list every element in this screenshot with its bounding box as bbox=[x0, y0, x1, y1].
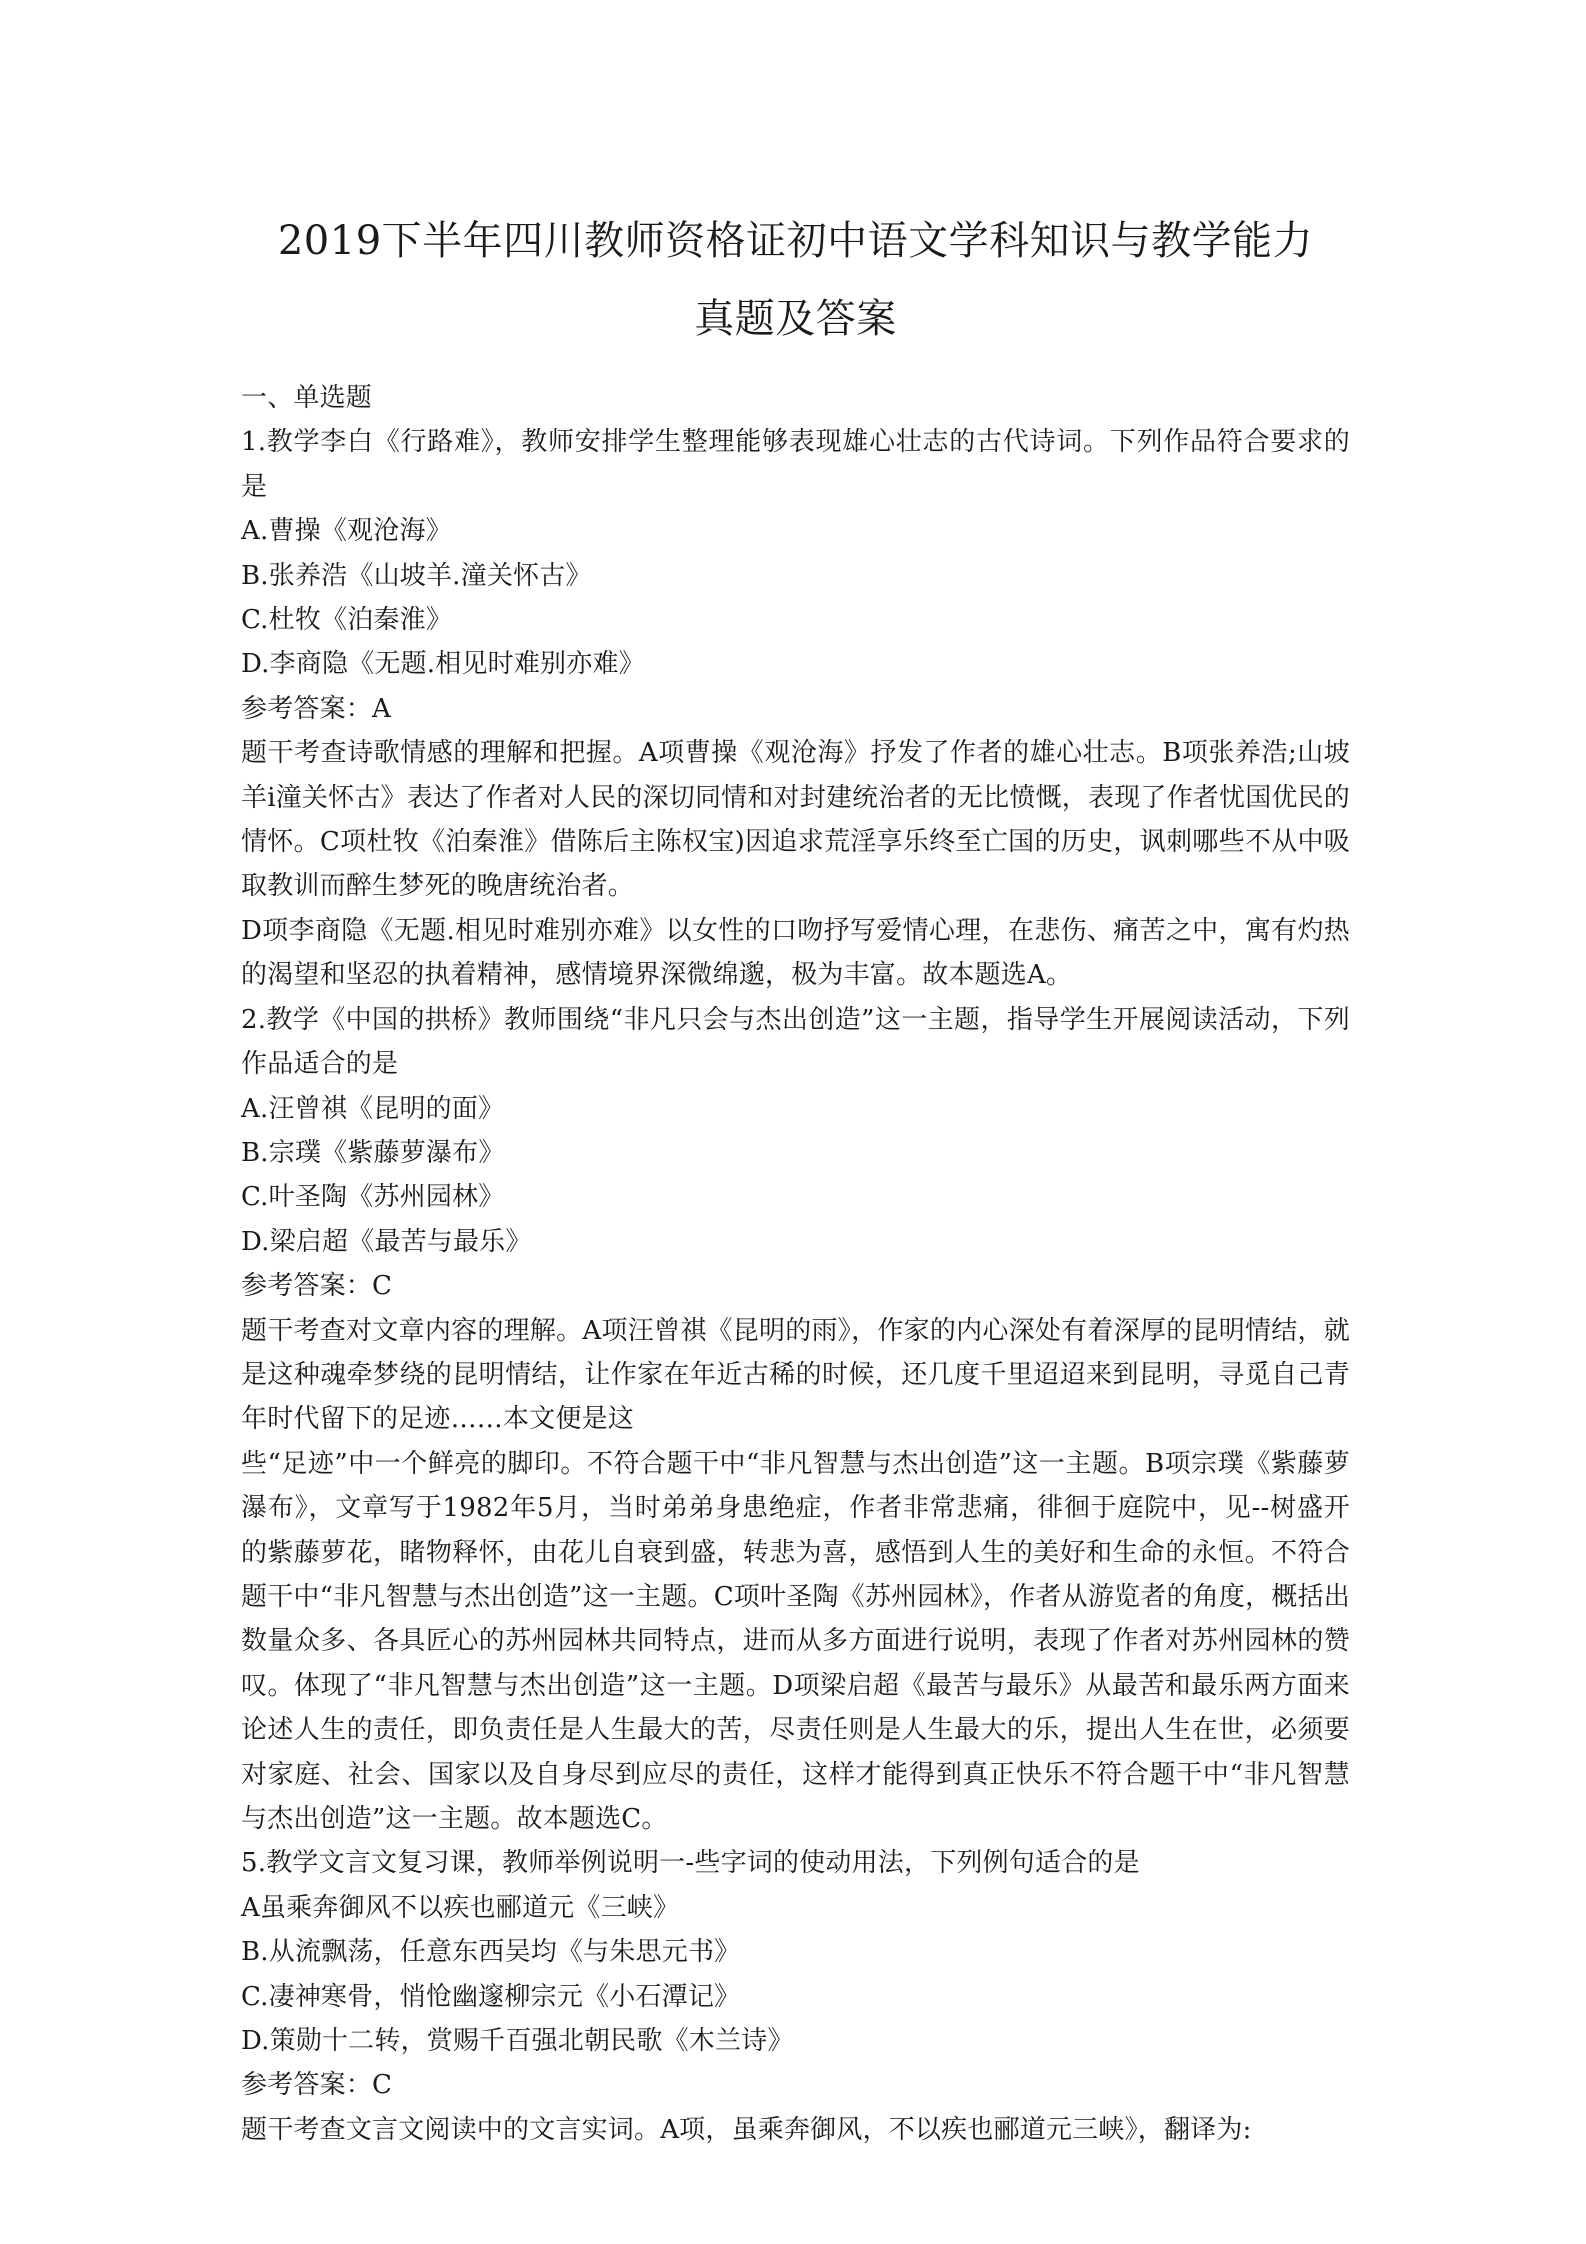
question-2-option-a: A.汪曾祺《昆明的面》 bbox=[241, 1093, 505, 1124]
question-2-explanation-1: 题干考查对文章内容的理解。A项汪曾祺《昆明的雨》，作家的内心深处有着深厚的昆明情结，就是这种魂牵梦绕的昆明情结，让作家在年近古稀的时候，还几度千里迢迢来到昆明，寻觅自己青年时代留下的足迹……本文便是这 bbox=[241, 1315, 1350, 1435]
question-2-option-c: C.叶圣陶《苏州园林》 bbox=[241, 1182, 505, 1213]
question-2-stem: 2.教学《中国的拱桥》教师围绕“非凡只会与杰出创造”这一主题，指导学生开展阅读活动，下列作品适合的是 bbox=[241, 1004, 1350, 1080]
question-5-stem: 5.教学文言文复习课，教师举例说明一-些字词的使动用法，下列例句适合的是 bbox=[241, 1848, 1140, 1879]
title-line-1: 2019下半年四川教师资格证初中语文学科知识与教学能力 bbox=[277, 218, 1314, 264]
question-5-explanation-1: 题干考查文言文阅读中的文言实词。A项，虽乘奔御风，不以疾也郦道元三峡》，翻译为: bbox=[241, 2114, 1252, 2145]
question-5-option-a: A虽乘奔御风不以疾也郦道元《三峡》 bbox=[241, 1892, 680, 1923]
question-5-option-b: B.从流飘荡，任意东西吴均《与朱思元书》 bbox=[241, 1937, 741, 1968]
document-title bbox=[241, 202, 1350, 358]
question-5-answer: 参考答案：C bbox=[241, 2070, 393, 2101]
question-5-option-d: D.策勋十二转，赏赐千百强北朝民歌《木兰诗》 bbox=[241, 2026, 794, 2057]
section-heading: 一、单选题 bbox=[241, 383, 373, 413]
question-2-option-d: D.梁启超《最苦与最乐》 bbox=[241, 1226, 532, 1257]
question-1-explanation-2: D项李商隐《无题.相见时难别亦难》以女性的口吻抒写爱情心理，在悲伤、痛苦之中，寓有灼热的渴望和坚忍的执着精神，感情境界深微绵邈，极为丰富。故本题选A。 bbox=[241, 915, 1350, 991]
question-1-explanation-1: 题干考查诗歌情感的理解和把握。A项曹操《观沧海》抒发了作者的雄心壮志。B项张养浩;山坡羊i潼关怀古》表达了作者对人民的深切同情和对封建统治者的无比愤慨，表现了作者忧国优民的情怀。C项杜牧《泊秦淮》借陈后主陈权宝)因追求荒淫享乐终至亡国的历史，讽刺哪些不从中吸取教训而醉生梦死的晚唐统治者。 bbox=[241, 738, 1350, 902]
document-body bbox=[241, 376, 1350, 2152]
question-1-answer: 参考答案：A bbox=[241, 693, 391, 724]
question-1-stem: 1.教学李白《行路难》，教师安排学生整理能够表现雄心壮志的古代诗词。下列作品符合要求的是 bbox=[241, 427, 1350, 502]
question-2-answer: 参考答案：C bbox=[241, 1271, 393, 1302]
question-1-option-c: C.杜牧《泊秦淮》 bbox=[241, 605, 453, 636]
title-line-2: 真题及答案 bbox=[694, 296, 897, 342]
question-5-option-c: C.凄神寒骨，悄怆幽邃柳宗元《小石潭记》 bbox=[241, 1981, 741, 2012]
question-2-option-b: B.宗璞《紫藤萝瀑布》 bbox=[241, 1137, 505, 1168]
question-1-option-b: B.张养浩《山坡羊.潼关怀古》 bbox=[241, 560, 592, 591]
question-1-option-a: A.曹操《观沧海》 bbox=[241, 516, 452, 547]
question-1-option-d: D.李商隐《无题.相见时难别亦难》 bbox=[241, 649, 645, 680]
question-2-explanation-2: 些“足迹”中一个鲜亮的脚印。不符合题干中“非凡智慧与杰出创造”这一主题。B项宗璞《紫藤萝瀑布》，文章写于1982年5月，当时弟弟身患绝症，作者非常悲痛，徘徊于庭院中，见--树盛开的紫藤萝花，睹物释怀，由花儿自衰到盛，转悲为喜，感悟到人生的美好和生命的永恒。不符合题干中“非凡智慧与杰出创造”这一主题。C项叶圣陶《苏州园林》，作者从游览者的角度，概括出数量众多、各具匠心的苏州园林共同特点，进而从多方面进行说明，表现了作者对苏州园林的赞叹。体现了“非凡智慧与杰出创造”这一主题。D项梁启超《最苦与最乐》从最苦和最乐两方面来论述人生的责任，即负责任是人生最大的苦，尽责任则是人生最大的乐，提出人生在世，必须要对家庭、社会、国家以及自身尽到应尽的责任，这样才能得到真正快乐不符合题干中“非凡智慧与杰出创造”这一主题。故本题选C。 bbox=[241, 1448, 1351, 1834]
